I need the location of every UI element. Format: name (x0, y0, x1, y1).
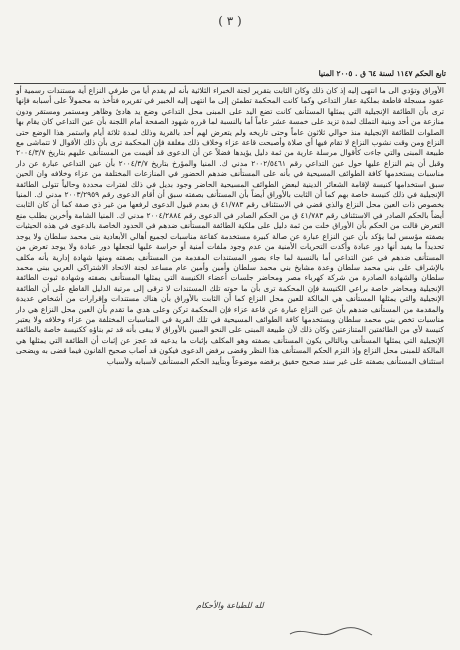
signature-scribble-icon (20, 624, 440, 642)
header-divider (14, 83, 446, 84)
signature-line: لله للطباعة والأحكام (196, 601, 264, 610)
page-number: ( ٣ ) (218, 14, 242, 28)
judgment-body (16, 86, 444, 367)
judgment-paragraph: الأوراق وتؤدي الى ما انتهى إليه إذ كان ذلك وكان الثابت بتقرير لجنة الخبراء الثلاثية بأنه لم يقدم أيا من طرفي النزاع أية مستندات رسمية أو عقود مسجلة قاطعة بملكية عقار التداعي وكما كانت المحكمة تطمئن إلى ما انتهى إليه الخبير في تقريره فتأخذ به محمولاً على أسبابه فإنها ترى بأن الطائفة الإنجيلية التي يمثلها المستأنف كانت تضع اليد على المبنى محل التداعي وضع يد هادئ وظاهر ومستمر ومستقر ودون منازعة من أحد وبنية التملك لمدة تزيد على خمسة عشر عاماً أما بالنسبة لما قرره شهود الصفحة أمام اللجنة بأن عين التداعي كان يقام بها الصلوات للطائفة الإنجيلية منذ حوالي ثلاثون عاماً وحتى تاريخه ولم يتعرض لهم أحد بالقرية وذلك لمدة ثلاثة أيام واستمر هذا الوضع حتى النزاع ومن وقت نشوب النزاع لا تقام فيها أي صلاة وأصبحت قاعة عزاء وخلاف ذلك مغلقة فإن المحكمة ترى بأن ذلك الأقوال لا تتماشى مع طبيعة المبنى والتي جاءت كأقوال مرسلة عارية من ثمة دليل يؤيدها فضلاً عن أن الدعوى قد أقيمت من المستأنف عليهم بتاريخ ٢٠٠٤/٣/٧ وقبل أن يتم النزاع عليها حول عين التداعي رقم ٢٠٠٢/٥٤٦١ مدني ك. المنيا والمؤرخ بتاريخ ٢٠٠٤/٣/٧ بأن عين التداعي عبارة عن دار مناسبات يستخدمها كافة الطوائف المسيحية في بأنه على المستأنف ضدهم الحضور في المنازعات المختلفة من عزاء وخلافه وان الحين سبق استخدامها كنيسة لإقامة الشعائر الدينية لبعض الطوائف المسيحية الحاضر وجود بديل في ذلك لفترات محددة وحالياً تتولى الطائفة الإنجيلية في ذلك كنيسة خاصة بهم كما أن الثابت بالأوراق أيضاً بأن المستأنف بصفته سبق أن أقام الدعوى رقم ٢٠٠٣/٢٩٥٩ مدني ك. المنيا بخصوص ذات العين محل النزاع والذي قضي في الاستئناف رقم ٤١/٧٨٣ ق بعدم قبول الدعوى لرفعها من غير ذي صفة كما أن كان الثابت أيضاً بالحكم الصادر في الاستئناف رقم ٤١/٧٨٣ ق من الحكم الصادر في الدعوى رقم ٢٠٠٤/٢٨٨٤ مدني ك. المنيا الشامة وأخرين بطلب منع التعرض قالت من الحكم بأن الأوراق خلت من ثمة دليل على ملكية الطائفة المستأنف ضدهم في الحدود الخاصة بالدعوى في هذه الحيثيات بصفته مؤسس لما يؤكد بأن عين النزاع عبارة عن صالة كبيرة مستخدمة كقاعة مناسبات لجميع أهالي الأبعادية بنى محمد سلطان ولا يوجد تحديداً ما يفيد أنها دور عبادة وأكدت التحريات الأمنية من عدم وجود ملفات أمنية أو حراسة عليها لتجعلها دور عبادة ولا يوجد تعرض من المستأنف ضدهم في عين التداعي أما بالنسبة لما جاء بصور المستندات المقدمة من المستأنف بصفته ومنها شهادة إدارية بأنه مكلف بالإشراف على بني محمد سلطان وعدة مشايخ بني محمد سلطان وأمين وأمين عام مساعد لجنة الاتحاد الاشتراكي العربي ببني محمد سلطان والشهادة الصادرة من شركة كهرباء مصر ومحاضر جلسات أعضاء الكنيسة التي يمثلها المستأنف بصفته وشهادة ثبوت الطائفة الإنجيلية ومحاضر خاصة براعي الكنيسة فإن المحكمة ترى بأن ما حوته تلك المستندات لا ترقى إلى مرتبة الدليل القاطع على أن الطائفة الإنجيلية والتي يمثلها المستأنف هي المالكة للعين محل النزاع كما أن الثابت بالأوراق بأن هناك مستندات وإقرارات من أشخاص عديدة والمقدمة من المستأنف ضدهم بأن عين النزاع عبارة عن قاعة عزاء فإن المحكمة تركن وعلى هدي ما تقدم بأن العين محل النزاع هي دار مناسبات تخص بني محمد سلطان ويستخدمها كافة الطوائف المسيحية في تلك القرية في المناسبات المختلفة من عزاء وخلافه ولا يعتبر كنيسة لأي من الطائفتين المتنازعتين وكان ذلك لأن طبيعة المبنى على النحو المبين بالأوراق لا يبقى بأنه قد تم بناؤه ككنيسة خاصة بالطائفة الإنجيلية التي يمثلها المستأنف وبالتالي يكون المستأنف بصفته وهو المكلف بإثبات ما يدعيه قد عجز عن إثبات أن الطائفة التي يمثلها هي المالكة للمبنى محل النزاع وإذ التزم الحكم المستأنف هذا النظر وقضى برفض الدعوى فيكون قد أصاب صحيح القانون فيما قضى به ويضحى استئناف المستأنف بصفته على غير سند صحيح حقيق برفضه موضوعاً وبتأييد الحكم المستأنف لأسبابه ولأسباب (16, 86, 445, 366)
case-reference-header: تابع الحكم ١١٤٧ لسنة ٦٤ ق . ٢٠٠٥ المنيا (318, 69, 446, 78)
